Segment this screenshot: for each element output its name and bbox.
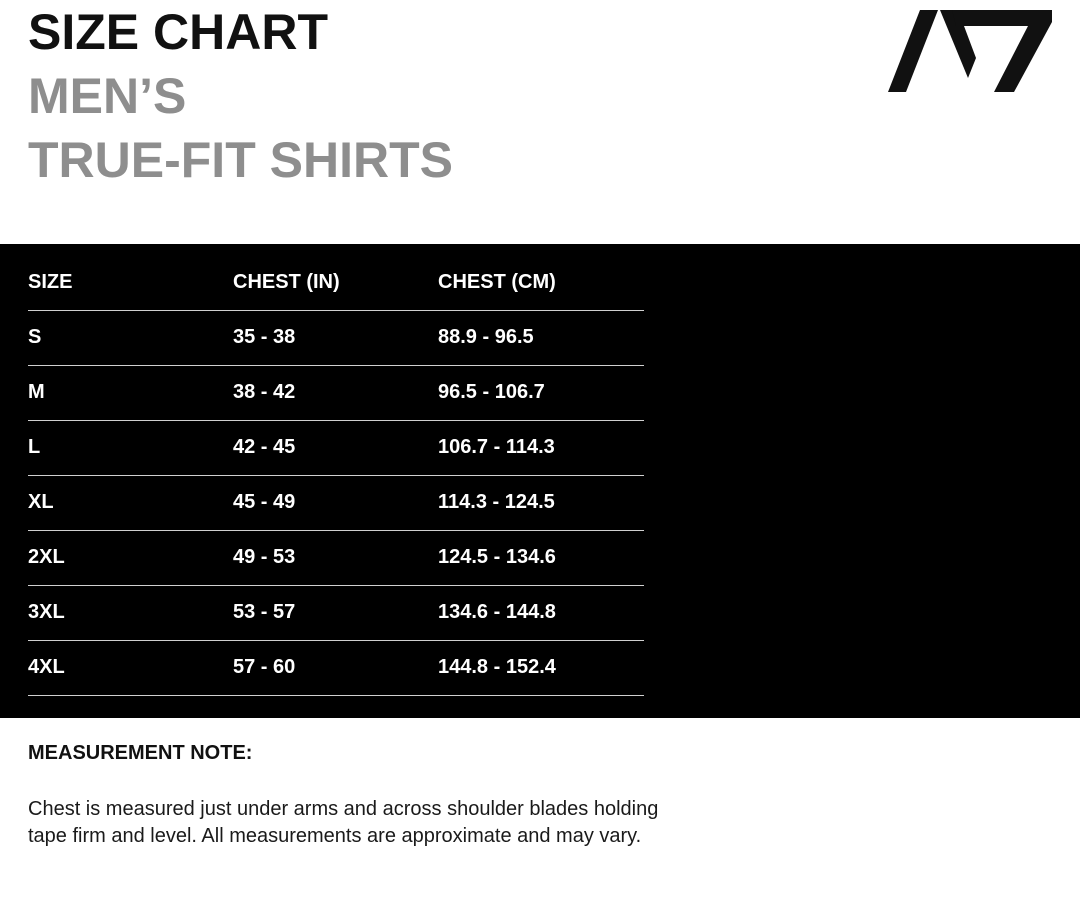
- chest-in-cell: 42 - 45: [233, 420, 438, 475]
- chest-cm-cell: 88.9 - 96.5: [438, 310, 644, 365]
- measurement-note-heading: MEASUREMENT NOTE:: [28, 742, 253, 764]
- page-subtitle-product: TRUE-FIT SHIRTS: [28, 132, 453, 188]
- size-cell: L: [28, 420, 233, 475]
- chest-in-cell: 49 - 53: [233, 530, 438, 585]
- chest-cm-cell: 134.6 - 144.8: [438, 585, 644, 640]
- size-cell: M: [28, 365, 233, 420]
- table-header-row: [28, 244, 644, 310]
- size-cell: XL: [28, 475, 233, 530]
- chest-cm-cell: 114.3 - 124.5: [438, 475, 644, 530]
- table-row: [28, 640, 644, 695]
- page-title: SIZE CHART: [28, 4, 328, 60]
- page-subtitle-gender: MEN’S: [28, 68, 187, 124]
- column-header-chest-cm: CHEST (CM): [438, 244, 644, 310]
- table-row: [28, 420, 644, 475]
- size-cell: 4XL: [28, 640, 233, 695]
- column-header-chest-in: CHEST (IN): [233, 244, 438, 310]
- chest-in-cell: 35 - 38: [233, 310, 438, 365]
- size-cell: 3XL: [28, 585, 233, 640]
- size-table-band: [0, 244, 1080, 718]
- chest-in-cell: 57 - 60: [233, 640, 438, 695]
- size-cell: 2XL: [28, 530, 233, 585]
- chest-cm-cell: 96.5 - 106.7: [438, 365, 644, 420]
- chest-cm-cell: 106.7 - 114.3: [438, 420, 644, 475]
- a7-logo-icon: [888, 8, 1052, 94]
- chest-in-cell: 53 - 57: [233, 585, 438, 640]
- table-row: [28, 475, 644, 530]
- table-row: [28, 365, 644, 420]
- table-row: [28, 310, 644, 365]
- size-cell: S: [28, 310, 233, 365]
- chest-in-cell: 45 - 49: [233, 475, 438, 530]
- table-row: [28, 530, 644, 585]
- chest-in-cell: 38 - 42: [233, 365, 438, 420]
- table-row: [28, 585, 644, 640]
- measurement-note-text: Chest is measured just under arms and across shoulder blades holding tape firm and level. All measurements are approximate and may vary.: [28, 798, 659, 847]
- chest-cm-cell: 144.8 - 152.4: [438, 640, 644, 695]
- column-header-size: SIZE: [28, 244, 233, 310]
- size-table: [28, 244, 644, 696]
- chest-cm-cell: 124.5 - 134.6: [438, 530, 644, 585]
